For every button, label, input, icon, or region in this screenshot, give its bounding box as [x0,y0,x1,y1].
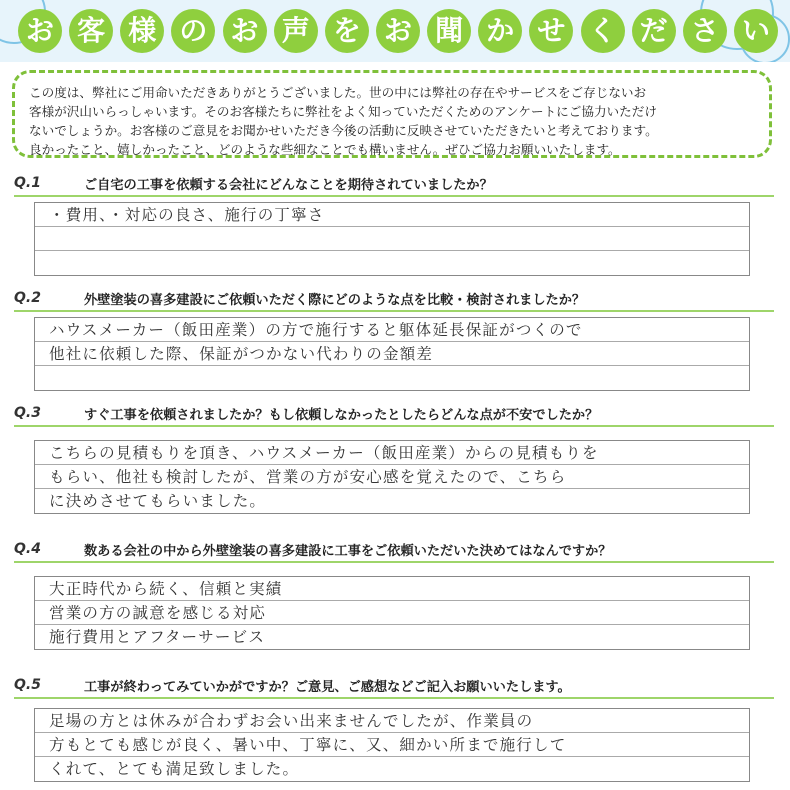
title-char: お [376,9,420,53]
title-char: 聞 [427,9,471,53]
title-char: せ [529,9,573,53]
question-text: すぐ工事を依頼されましたか？もし依頼しなかったとしたらどんな点が不安でしたか？ [84,407,599,423]
answer-line: 方もとても感じが良く、暑い中、丁寧に、又、細かい所まで施行して [35,733,749,757]
intro-line: この度は、弊社にご用命いただきありがとうございました。世の中には弊社の存在やサービスをご存じないお [29,85,647,100]
answer-line: ハウスメーカー（飯田産業）の方で施行すると躯体延長保証がつくので [35,318,749,342]
answer-line: ・費用、・対応の良さ、施行の丁寧さ [35,203,749,227]
header-banner [0,0,790,62]
answer-box-3 [34,440,750,514]
question-divider [14,195,774,197]
title-char: 様 [120,9,164,53]
title-char: か [478,9,522,53]
answer-box-2 [34,317,750,391]
question-text: ご自宅の工事を依頼する会社にどんなことを期待されていましたか？ [84,177,493,193]
answer-box-5 [34,708,750,782]
answer-line: 営業の方の誠意を感じる対応 [35,601,749,625]
question-5 [14,674,774,696]
answer-line: 他社に依頼した際、保証がつかない代わりの金額差 [35,342,749,366]
answer-box-1 [34,202,750,276]
question-divider [14,561,774,563]
question-3 [14,402,774,424]
answer-line [35,227,749,251]
question-text: 工事が終わってみていかがですか？ご意見、ご感想などご記入お願いいたします。 [84,679,571,695]
answer-line [35,366,749,390]
answer-line: くれて、とても満足致しました。 [49,760,300,778]
question-number: Q.5 [14,677,41,693]
question-divider [14,697,774,699]
intro-line: 客様が沢山いらっしゃいます。そのお客様たちに弊社をよく知っていただくためのアンケートにご協力いただけ [29,104,657,119]
answer-line: に決めさせてもらいました。 [49,492,267,510]
answer-line: 大正時代から続く、信頼と実績 [35,577,749,601]
question-divider [14,425,774,427]
title-char: を [325,9,369,53]
question-number: Q.1 [14,175,41,191]
question-number: Q.3 [14,405,41,421]
title-char: お [18,9,62,53]
answer-line: こちらの見積もりを頂き、ハウスメーカー（飯田産業）からの見積もりを [35,441,749,465]
title-char: お [223,9,267,53]
title-char: だ [632,9,676,53]
intro-line: 良かったこと、嬉しかったこと、どのような些細なことでも構いません。ぜひご協力お願いいたします。 [29,142,621,157]
title-char: 声 [274,9,318,53]
question-text: 外壁塗装の喜多建設にご依頼いただく際にどのような点を比較・検討されましたか？ [84,292,586,308]
answer-line: 足場の方とは休みが合わずお会い出来ませんでしたが、作業員の [35,709,749,733]
answer-box-4 [34,576,750,650]
title-char: い [734,9,778,53]
answer-line [35,251,749,275]
question-number: Q.4 [14,541,41,557]
question-divider [14,310,774,312]
question-1 [14,172,774,194]
intro-message [12,70,772,158]
question-text: 数ある会社の中から外壁塗装の喜多建設に工事をご依頼いただいた決めてはなんですか？ [84,543,612,559]
question-2 [14,287,774,309]
question-number: Q.2 [14,290,41,306]
title-char: さ [683,9,727,53]
answer-line: 施行費用とアフターサービス [49,628,266,646]
title-char: く [581,9,625,53]
intro-line: ないでしょうか。お客様のご意見をお聞かせいただき今後の活動に反映させていただきたいと考えております。 [29,123,658,138]
answer-line: もらい、他社も検討したが、営業の方が安心感を覚えたので、こちら [35,465,749,489]
title-char: の [171,9,215,53]
question-4 [14,538,774,560]
title-char: 客 [69,9,113,53]
page-title [18,6,778,56]
